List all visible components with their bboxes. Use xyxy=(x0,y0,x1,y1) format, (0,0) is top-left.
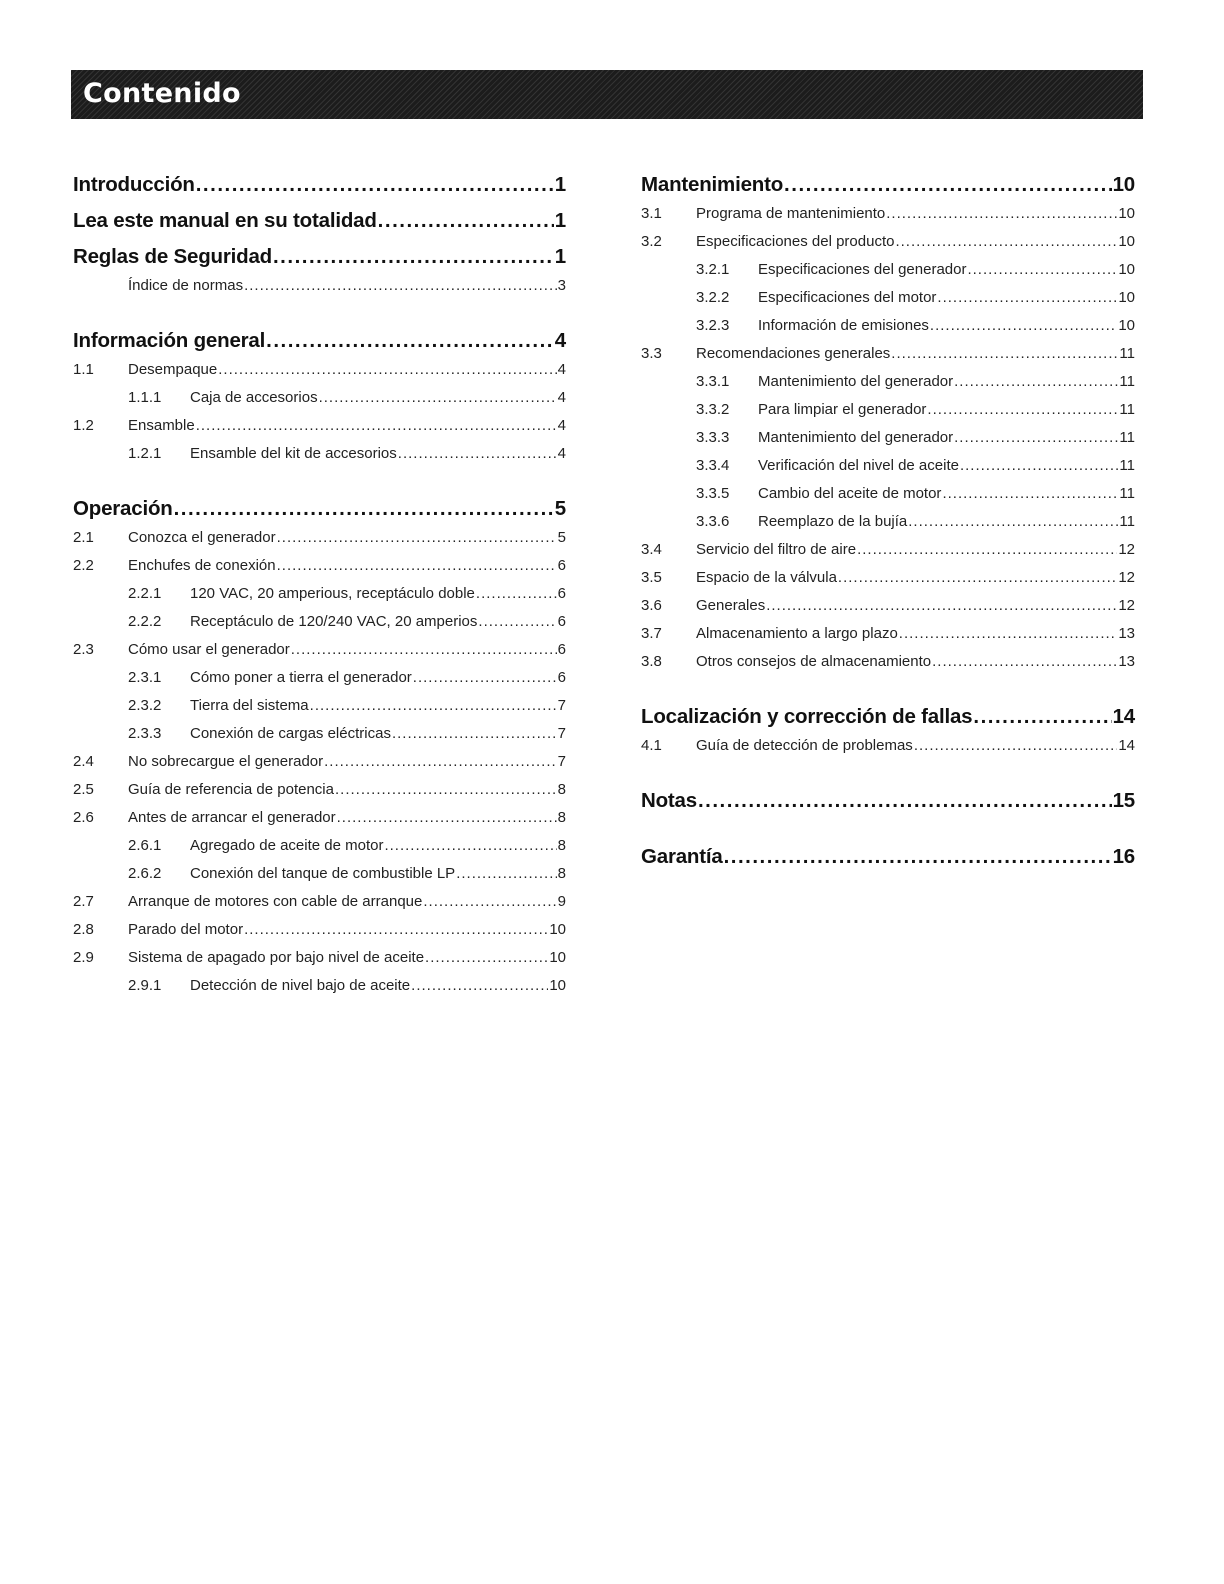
toc-entry-number: 2.3.1 xyxy=(128,669,162,686)
dot-leader xyxy=(392,720,557,748)
toc-entry-number: 2.8 xyxy=(73,921,94,938)
toc-page-number: 13 xyxy=(1118,625,1135,642)
toc-entry-3-3-5[interactable] xyxy=(641,480,1135,508)
banner-title: Contenido xyxy=(83,78,241,109)
dot-leader xyxy=(766,592,1117,620)
toc-page-number: 6 xyxy=(557,557,566,574)
toc-section-title: Introducción xyxy=(73,173,195,196)
toc-entry-2-6[interactable] xyxy=(73,804,566,832)
toc-entry-3-1[interactable] xyxy=(641,200,1135,228)
toc-entry-number: 2.4 xyxy=(73,753,94,770)
toc-entry-title: Mantenimiento del generador xyxy=(758,373,954,390)
dot-leader xyxy=(411,972,548,1000)
toc-section-garantia[interactable] xyxy=(641,842,1135,872)
toc-entry-2-1[interactable] xyxy=(73,524,566,552)
toc-entry-title: Sistema de apagado por bajo nivel de aceite xyxy=(128,949,425,966)
toc-page-number: 14 xyxy=(1112,705,1135,728)
toc-entry-2-6-1[interactable] xyxy=(73,832,566,860)
toc-entry-2-7[interactable] xyxy=(73,888,566,916)
toc-entry-3-8[interactable] xyxy=(641,648,1135,676)
toc-entry-number: 3.3 xyxy=(641,345,662,362)
dot-leader xyxy=(319,384,557,412)
toc-page-number: 11 xyxy=(1119,485,1135,502)
toc-entry-title: Otros consejos de almacenamiento xyxy=(696,653,932,670)
toc-entry-title: Generales xyxy=(696,597,766,614)
toc-entry-2-9[interactable] xyxy=(73,944,566,972)
toc-section-title: Operación xyxy=(73,497,173,520)
toc-entry-title: Arranque de motores con cable de arranque xyxy=(128,893,423,910)
toc-entry-number: 3.6 xyxy=(641,597,662,614)
toc-entry-number: 2.5 xyxy=(73,781,94,798)
toc-entry-number: 1.2 xyxy=(73,417,94,434)
toc-entry-2-2[interactable] xyxy=(73,552,566,580)
toc-page-number: 1 xyxy=(554,209,566,232)
dot-leader xyxy=(291,636,557,664)
dot-leader xyxy=(277,552,557,580)
toc-entry-number: 2.9 xyxy=(73,949,94,966)
dot-leader xyxy=(930,312,1117,340)
toc-entry-title: Conexión de cargas eléctricas xyxy=(190,725,391,742)
toc-section-title: Garantía xyxy=(641,845,723,868)
toc-entry-title: Ensamble del kit de accesorios xyxy=(190,445,397,462)
dot-leader xyxy=(857,536,1117,564)
dot-leader xyxy=(886,200,1117,228)
toc-page-number: 12 xyxy=(1118,597,1135,614)
toc-entry-number: 2.9.1 xyxy=(128,977,162,994)
toc-page-number: 13 xyxy=(1118,653,1135,670)
toc-page-number: 9 xyxy=(557,893,566,910)
toc-entry-number: 4.1 xyxy=(641,737,662,754)
toc-entry-number: 3.2.2 xyxy=(696,289,730,306)
toc-entry-number: 1.1.1 xyxy=(128,389,162,406)
dot-leader xyxy=(324,748,557,776)
toc-entry-number: 2.7 xyxy=(73,893,94,910)
toc-entry-number: 3.1 xyxy=(641,205,662,222)
toc-section-operacion[interactable] xyxy=(73,494,566,524)
section-gap xyxy=(641,676,1135,702)
toc-entry-title: Recomendaciones generales xyxy=(696,345,891,362)
dot-leader xyxy=(937,284,1117,312)
toc-section-title: Notas xyxy=(641,789,697,812)
toc-page-number: 10 xyxy=(549,977,566,994)
toc-entry-indice-de-normas[interactable] xyxy=(73,272,566,300)
dot-leader xyxy=(954,424,1118,452)
section-gap xyxy=(641,760,1135,786)
dot-leader xyxy=(310,692,557,720)
dot-leader xyxy=(932,648,1117,676)
toc-entry-3-2-2[interactable] xyxy=(641,284,1135,312)
toc-entry-title: Cambio del aceite de motor xyxy=(758,485,942,502)
toc-page-number: 10 xyxy=(549,921,566,938)
dot-leader xyxy=(398,440,557,468)
dot-leader xyxy=(942,480,1118,508)
toc-entry-3-6[interactable] xyxy=(641,592,1135,620)
toc-entry-2-4[interactable] xyxy=(73,748,566,776)
toc-entry-number: 2.2.2 xyxy=(128,613,162,630)
toc-entry-number: 3.8 xyxy=(641,653,662,670)
toc-section-lea-este-manual-en-su-totalidad[interactable] xyxy=(73,206,566,236)
toc-section-notas[interactable] xyxy=(641,786,1135,816)
dot-leader xyxy=(967,256,1117,284)
dot-leader xyxy=(899,620,1118,648)
toc-page-number: 11 xyxy=(1119,513,1135,530)
toc-entry-title: Detección de nivel bajo de aceite xyxy=(190,977,411,994)
toc-page-number: 7 xyxy=(557,725,566,742)
toc-entry-3-2-1[interactable] xyxy=(641,256,1135,284)
toc-entry-title: Mantenimiento del generador xyxy=(758,429,954,446)
dot-leader xyxy=(456,860,556,888)
toc-entry-number: 3.3.1 xyxy=(696,373,730,390)
toc-page-number: 6 xyxy=(557,641,566,658)
toc-entry-title: Guía de detección de problemas xyxy=(696,737,913,754)
toc-entry-title: Tierra del sistema xyxy=(190,697,309,714)
toc-entry-title: Ensamble xyxy=(128,417,195,434)
toc-entry-3-3[interactable] xyxy=(641,340,1135,368)
toc-page-number: 10 xyxy=(1112,173,1135,196)
toc-entry-number: 2.3 xyxy=(73,641,94,658)
toc-page-number: 10 xyxy=(549,949,566,966)
toc-entry-title: Espacio de la válvula xyxy=(696,569,837,586)
dot-leader xyxy=(838,564,1117,592)
toc-entry-title: Desempaque xyxy=(128,361,218,378)
toc-page-number: 10 xyxy=(1118,233,1135,250)
toc-entry-number: 3.5 xyxy=(641,569,662,586)
toc-entry-number: 3.4 xyxy=(641,541,662,558)
toc-page-number: 1 xyxy=(554,173,566,196)
dot-leader xyxy=(384,832,556,860)
toc-entry-number: 3.2.3 xyxy=(696,317,730,334)
toc-entry-number: 1.2.1 xyxy=(128,445,162,462)
toc-entry-number: 3.3.3 xyxy=(696,429,730,446)
toc-entry-1-2-1[interactable] xyxy=(73,440,566,468)
toc-page-number: 5 xyxy=(557,529,566,546)
dot-leader xyxy=(174,494,554,524)
toc-entry-title: Enchufes de conexión xyxy=(128,557,276,574)
dot-leader xyxy=(196,412,557,440)
toc-page-number: 8 xyxy=(557,781,566,798)
dot-leader xyxy=(698,786,1112,816)
toc-entry-number: 3.2.1 xyxy=(696,261,730,278)
section-gap xyxy=(73,468,566,494)
toc-entry-number: 3.3.4 xyxy=(696,457,730,474)
toc-entry-number: 2.6 xyxy=(73,809,94,826)
toc-entry-title: Información de emisiones xyxy=(758,317,929,334)
toc-entry-title: Servicio del filtro de aire xyxy=(696,541,857,558)
toc-page-number: 4 xyxy=(557,389,566,406)
toc-entry-1-1[interactable] xyxy=(73,356,566,384)
section-gap xyxy=(73,300,566,326)
toc-page-number: 14 xyxy=(1118,737,1135,754)
toc-page-number: 10 xyxy=(1118,317,1135,334)
dot-leader xyxy=(891,340,1118,368)
toc-page-number: 4 xyxy=(557,417,566,434)
dot-leader xyxy=(478,608,556,636)
toc-section-informacion-general[interactable] xyxy=(73,326,566,356)
toc-entry-title: Antes de arrancar el generador xyxy=(128,809,336,826)
toc-section-title: Localización y corrección de fallas xyxy=(641,705,973,728)
toc-entry-title: Especificaciones del motor xyxy=(758,289,937,306)
toc-section-introduccion[interactable] xyxy=(73,170,566,200)
toc-entry-2-3-3[interactable] xyxy=(73,720,566,748)
toc-page-number: 15 xyxy=(1112,789,1135,812)
toc-entry-title: Especificaciones del producto xyxy=(696,233,895,250)
toc-entry-2-6-2[interactable] xyxy=(73,860,566,888)
toc-page-number: 7 xyxy=(557,753,566,770)
toc-page-number: 10 xyxy=(1118,261,1135,278)
toc-entry-3-3-1[interactable] xyxy=(641,368,1135,396)
toc-page-number: 7 xyxy=(557,697,566,714)
dot-leader xyxy=(277,524,557,552)
dot-leader xyxy=(273,242,554,272)
toc-entry-number: 3.7 xyxy=(641,625,662,642)
toc-left-column xyxy=(73,170,566,1000)
toc-page-number: 16 xyxy=(1112,845,1135,868)
toc-entry-number: 3.3.6 xyxy=(696,513,730,530)
contents-banner xyxy=(71,70,1143,119)
toc-page-number: 10 xyxy=(1118,205,1135,222)
dot-leader xyxy=(960,452,1118,480)
toc-entry-4-1[interactable] xyxy=(641,732,1135,760)
dot-leader xyxy=(954,368,1118,396)
toc-entry-number: 2.2.1 xyxy=(128,585,162,602)
toc-entry-title: Agregado de aceite de motor xyxy=(190,837,384,854)
toc-entry-2-2-1[interactable] xyxy=(73,580,566,608)
toc-entry-title: Especificaciones del generador xyxy=(758,261,967,278)
toc-page-number: 8 xyxy=(557,809,566,826)
toc-entry-title: Cómo usar el generador xyxy=(128,641,290,658)
dot-leader xyxy=(196,170,554,200)
toc-entry-3-5[interactable] xyxy=(641,564,1135,592)
toc-section-title: Mantenimiento xyxy=(641,173,784,196)
toc-entry-2-3-2[interactable] xyxy=(73,692,566,720)
dot-leader xyxy=(895,228,1117,256)
toc-entry-title: Programa de mantenimiento xyxy=(696,205,886,222)
toc-section-title: Reglas de Seguridad xyxy=(73,245,272,268)
dot-leader xyxy=(244,272,557,300)
dot-leader xyxy=(218,356,556,384)
toc-entry-number: 3.3.2 xyxy=(696,401,730,418)
dot-leader xyxy=(908,508,1118,536)
toc-entry-3-3-6[interactable] xyxy=(641,508,1135,536)
dot-leader xyxy=(476,580,557,608)
dot-leader xyxy=(914,732,1118,760)
toc-entry-3-7[interactable] xyxy=(641,620,1135,648)
toc-page-number: 12 xyxy=(1118,569,1135,586)
toc-entry-2-2-2[interactable] xyxy=(73,608,566,636)
toc-section-mantenimiento[interactable] xyxy=(641,170,1135,200)
toc-entry-2-9-1[interactable] xyxy=(73,972,566,1000)
dot-leader xyxy=(784,170,1112,200)
toc-entry-number: 2.6.1 xyxy=(128,837,162,854)
toc-entry-number: 1.1 xyxy=(73,361,94,378)
toc-page-number: 11 xyxy=(1119,345,1135,362)
toc-entry-title: Almacenamiento a largo plazo xyxy=(696,625,898,642)
toc-page-number: 11 xyxy=(1119,373,1135,390)
toc-entry-title: No sobrecargue el generador xyxy=(128,753,324,770)
dot-leader xyxy=(413,664,557,692)
toc-section-localizacion-y-correccion-de-fallas[interactable] xyxy=(641,702,1135,732)
toc-page-number: 6 xyxy=(557,669,566,686)
toc-page-number: 4 xyxy=(557,445,566,462)
section-gap xyxy=(641,816,1135,842)
toc-entry-title: Receptáculo de 120/240 VAC, 20 amperios xyxy=(190,613,478,630)
toc-entry-title: Índice de normas xyxy=(128,277,244,294)
toc-entry-1-2[interactable] xyxy=(73,412,566,440)
toc-page-number: 4 xyxy=(554,329,566,352)
toc-entry-2-3[interactable] xyxy=(73,636,566,664)
toc-entry-3-2[interactable] xyxy=(641,228,1135,256)
toc-entry-title: Parado del motor xyxy=(128,921,244,938)
toc-entry-3-3-4[interactable] xyxy=(641,452,1135,480)
dot-leader xyxy=(266,326,554,356)
toc-entry-title: Reemplazo de la bujía xyxy=(758,513,908,530)
toc-entry-number: 2.3.3 xyxy=(128,725,162,742)
toc-entry-1-1-1[interactable] xyxy=(73,384,566,412)
dot-leader xyxy=(335,776,557,804)
toc-entry-3-4[interactable] xyxy=(641,536,1135,564)
toc-page-number: 4 xyxy=(557,361,566,378)
toc-entry-number: 3.3.5 xyxy=(696,485,730,502)
toc-page-number: 5 xyxy=(554,497,566,520)
toc-page-number: 11 xyxy=(1119,401,1135,418)
toc-page-number: 12 xyxy=(1118,541,1135,558)
toc-page-number: 6 xyxy=(557,585,566,602)
toc-entry-title: Para limpiar el generador xyxy=(758,401,927,418)
toc-entry-title: Cómo poner a tierra el generador xyxy=(190,669,412,686)
toc-page-number: 10 xyxy=(1118,289,1135,306)
dot-leader xyxy=(927,396,1118,424)
toc-section-title: Información general xyxy=(73,329,266,352)
toc-entry-title: Guía de referencia de potencia xyxy=(128,781,334,798)
dot-leader xyxy=(244,916,548,944)
dot-leader xyxy=(724,842,1112,872)
toc-entry-2-3-1[interactable] xyxy=(73,664,566,692)
toc-page-number: 3 xyxy=(557,277,566,294)
toc-entry-title: Conozca el generador xyxy=(128,529,276,546)
dot-leader xyxy=(337,804,557,832)
toc-page-number: 1 xyxy=(554,245,566,268)
toc-entry-3-3-3[interactable] xyxy=(641,424,1135,452)
dot-leader xyxy=(378,206,554,236)
toc-entry-title: 120 VAC, 20 amperious, receptáculo doble xyxy=(190,585,475,602)
toc-entry-title: Caja de accesorios xyxy=(190,389,318,406)
dot-leader xyxy=(973,702,1111,732)
toc-entry-2-8[interactable] xyxy=(73,916,566,944)
dot-leader xyxy=(423,888,556,916)
toc-entry-number: 3.2 xyxy=(641,233,662,250)
toc-entry-3-2-3[interactable] xyxy=(641,312,1135,340)
toc-page-number: 8 xyxy=(557,865,566,882)
toc-section-reglas-de-seguridad[interactable] xyxy=(73,242,566,272)
toc-section-title: Lea este manual en su totalidad xyxy=(73,209,377,232)
toc-entry-number: 2.6.2 xyxy=(128,865,162,882)
toc-entry-number: 2.3.2 xyxy=(128,697,162,714)
toc-page-number: 6 xyxy=(557,613,566,630)
toc-entry-3-3-2[interactable] xyxy=(641,396,1135,424)
toc-entry-title: Conexión del tanque de combustible LP xyxy=(190,865,456,882)
toc-entry-number: 2.1 xyxy=(73,529,94,546)
toc-right-column xyxy=(641,170,1135,872)
toc-page-number: 11 xyxy=(1119,457,1135,474)
toc-entry-2-5[interactable] xyxy=(73,776,566,804)
toc-entry-number: 2.2 xyxy=(73,557,94,574)
toc-page-number: 11 xyxy=(1119,429,1135,446)
dot-leader xyxy=(425,944,548,972)
toc-entry-title: Verificación del nivel de aceite xyxy=(758,457,959,474)
toc-page-number: 8 xyxy=(557,837,566,854)
